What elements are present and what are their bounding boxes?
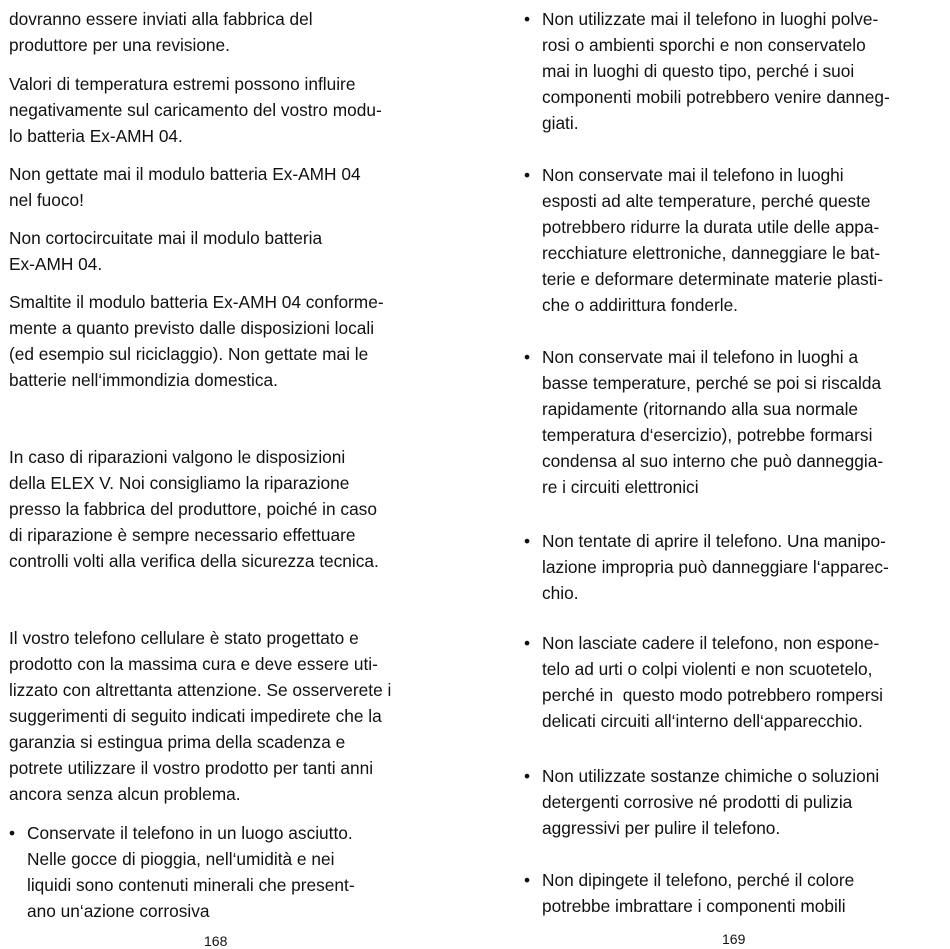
bullet-text: Non lasciate cadere il telefono, non espone- telo ad urti o colpi violenti e non scuotetelo, perché in questo modo potrebbero rompersi delicati circuiti all‘interno dell‘apparecchio. (542, 633, 884, 731)
bullet-icon: • (524, 347, 531, 367)
bullet-icon: • (524, 165, 531, 185)
paragraph: Smaltite il modulo batteria Ex-AMH 04 conforme- mente a quanto previsto dalle disposizioni locali (ed esempio sul riciclaggio). Non gettate mai le batterie nell‘immondizia domestica. (9, 292, 384, 390)
page-number-right: 169 (722, 931, 746, 947)
bullet-icon: • (524, 766, 531, 786)
bullet-text: Non tentate di aprire il telefono. Una manipo- lazione impropria può danneggiare l‘apparec- chio. (542, 531, 889, 603)
bullet-text: Conservate il telefono in un luogo asciutto. Nelle gocce di pioggia, nell‘umidità e nei liquidi sono contenuti minerali che present- ano un‘azione corrosiva (27, 823, 355, 921)
paragraph: dovranno essere inviati alla fabbrica del produttore per una revisione. (9, 9, 313, 55)
bullet-icon: • (524, 633, 531, 653)
bullet-icon: • (524, 870, 531, 890)
bullet-icon: • (9, 823, 16, 843)
paragraph: Non gettate mai il modulo batteria Ex-AMH 04 nel fuoco! (9, 164, 361, 210)
paragraph: In caso di riparazioni valgono le disposizioni della ELEX V. Noi consigliamo la riparazione presso la fabbrica del produttore, poiché in caso di riparazione è sempre necessario effettuare controlli volti alla verifica della sicurezza tecnica. (9, 447, 379, 571)
paragraph: Valori di temperatura estremi possono influire negativamente sul caricamento del vostro modu- lo batteria Ex-AMH 04. (9, 74, 382, 146)
bullet-text: Non utilizzate sostanze chimiche o soluzioni detergenti corrosive né prodotti di pulizia aggressivi per pulire il telefono. (542, 766, 880, 838)
bullet-icon: • (524, 9, 531, 29)
page-number-left: 168 (204, 933, 228, 949)
paragraph: Non cortocircuitate mai il modulo batteria Ex-AMH 04. (9, 228, 323, 274)
bullet-text: Non conservate mai il telefono in luoghi a basse temperature, perché se poi si riscalda rapidamente (ritornando alla sua normale temperatura d‘esercizio), potrebbe formarsi condensa al suo interno che può danneggia- re i circuiti elettronici (542, 347, 884, 497)
bullet-text: Non utilizzate mai il telefono in luoghi polve- rosi o ambienti sporchi e non conservatelo mai in luoghi di questo tipo, perché i suoi componenti mobili potrebbero venire danneg- giati. (542, 9, 890, 133)
paragraph: Il vostro telefono cellulare è stato progettato e prodotto con la massima cura e deve essere uti- lizzato con altrettanta attenzione. Se osserverete i suggerimenti di seguito indicati impedirete che la garanzia si estingua prima della scadenza e potrete utilizzare il vostro prodotto per tanti anni ancora senza alcun problema. (9, 628, 392, 804)
bullet-text: Non dipingete il telefono, perché il colore potrebbe imbrattare i componenti mobili (542, 870, 855, 916)
bullet-text: Non conservate mai il telefono in luoghi esposti ad alte temperature, perché queste potrebbero ridurre la durata utile delle appa- recchiature elettroniche, danneggiare le bat- terie e deformare determinate materie plasti- che o addirittura fonderle. (542, 165, 883, 315)
bullet-icon: • (524, 531, 531, 551)
